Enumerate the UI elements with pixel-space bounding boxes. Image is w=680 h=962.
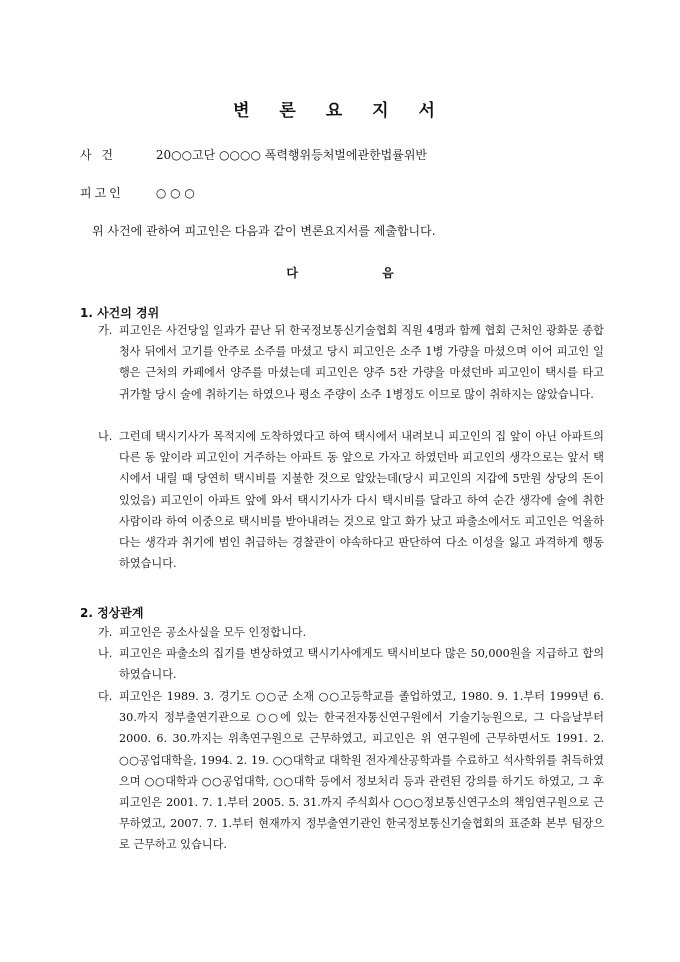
list-item xyxy=(98,643,604,685)
item-text: 피고인은 사건당일 일과가 끝난 뒤 한국정보통신기술협회 직원 4명과 함께 협회 근처인 광화문 종합청사 뒤에서 고기를 안주로 소주를 마셨고 당시 피고인은 소주 1병 가량을 마셨으며 이어 피고인 일행은 근처의 카페에서 양주를 마셨는데 피고인은 양주 5잔 가량을 마셨던바 피고인이 택시를 타고 귀가할 당시 술에 취하기는 하였으나 평소 주량이 소주 1병정도 이므로 많이 취하지는 않았습니다. xyxy=(119,324,604,401)
list-item xyxy=(98,622,604,643)
section-title-background: 1. 사건의 경위 xyxy=(80,306,160,320)
section-title-circumstances: 2. 정상관계 xyxy=(80,606,144,620)
list-item xyxy=(98,320,604,405)
item-marker: 나. xyxy=(98,430,113,443)
case-label: 사 건 xyxy=(80,148,116,162)
list-item xyxy=(98,686,604,856)
defendant-label: 피고인 xyxy=(80,186,124,200)
intro-paragraph: 위 사건에 관하여 피고인은 다음과 같이 변론요지서를 제출합니다. xyxy=(92,224,436,238)
following-heading: 다 음 xyxy=(286,266,434,280)
case-value: 20○○고단 ○○○○ 폭력행위등처벌에관한법률위반 xyxy=(155,148,428,162)
item-text: 그런데 택시기사가 목적지에 도착하였다고 하여 택시에서 내려보니 피고인의 집 앞이 아닌 아파트의 다른 동 앞이라 피고인이 거주하는 아파트 동 앞으로 가자고 하였던바 피고인의 생각으로는 앞서 택시에서 내릴 때 당연히 택시비를 지불한 것으로 알았는데(당시 피고인의 지갑에 5만원 상당의 돈이 있었음) 피고인이 아파트 앞에 와서 택시기사가 다시 택시비를 달라고 하여 순간 생각에 술에 취한 사람이라 하여 이중으로 택시비를 받아내려는 것으로 알고 화가 났고 파출소에서도 피고인은 억울하다는 생각과 취기에 범인 취급하는 경찰관이 야속하다고 판단하여 다소 이성을 잃고 과격하게 행동하였습니다. xyxy=(119,430,604,571)
item-marker: 가. xyxy=(98,626,113,639)
defendant-value: ○ ○ ○ xyxy=(155,186,195,200)
item-marker: 가. xyxy=(98,324,113,337)
item-marker: 다. xyxy=(98,690,113,703)
document-title: 변 론 요 지 서 xyxy=(233,101,447,121)
item-text: 피고인은 1989. 3. 경기도 ○○군 소재 ○○고등학교를 졸업하였고, 1980. 9. 1.부터 1999년 6. 30.까지 정부출연기관으로 ○○에 있는 한국전자통신연구원에서 기술기능원으로, 그 다음날부터 2000. 6. 30.까지는 위촉연구원으로 근무하였고, 피고인은 위 연구원에 근무하면서도 1991. 2. ○○공업대학을, 1994. 2. 19. ○○대학교 대학원 전자계산공학과를 수료하고 석사학위를 취득하였으며 ○○대학과 ○○공업대학, ○○대학 등에서 정보처리 등과 관련된 강의를 하기도 하였고, 그 후 피고인은 2001. 7. 1.부터 2005. 5. 31.까지 주식회사 ○○○정보통신연구소의 책임연구원으로 근무하였고, 2007. 7. 1.부터 현재까지 정부출연기관인 한국정보통신기술협회의 표준화 본부 팀장으로 근무하고 있습니다. xyxy=(119,690,604,852)
item-marker: 나. xyxy=(98,647,113,660)
item-text: 피고인은 공소사실을 모두 인정합니다. xyxy=(119,626,307,639)
list-item xyxy=(98,426,604,574)
case-line xyxy=(80,146,427,163)
item-text: 피고인은 파출소의 집기를 변상하였고 택시기사에게도 택시비보다 많은 50,000원을 지급하고 합의하였습니다. xyxy=(119,647,604,682)
defendant-line xyxy=(80,184,195,201)
